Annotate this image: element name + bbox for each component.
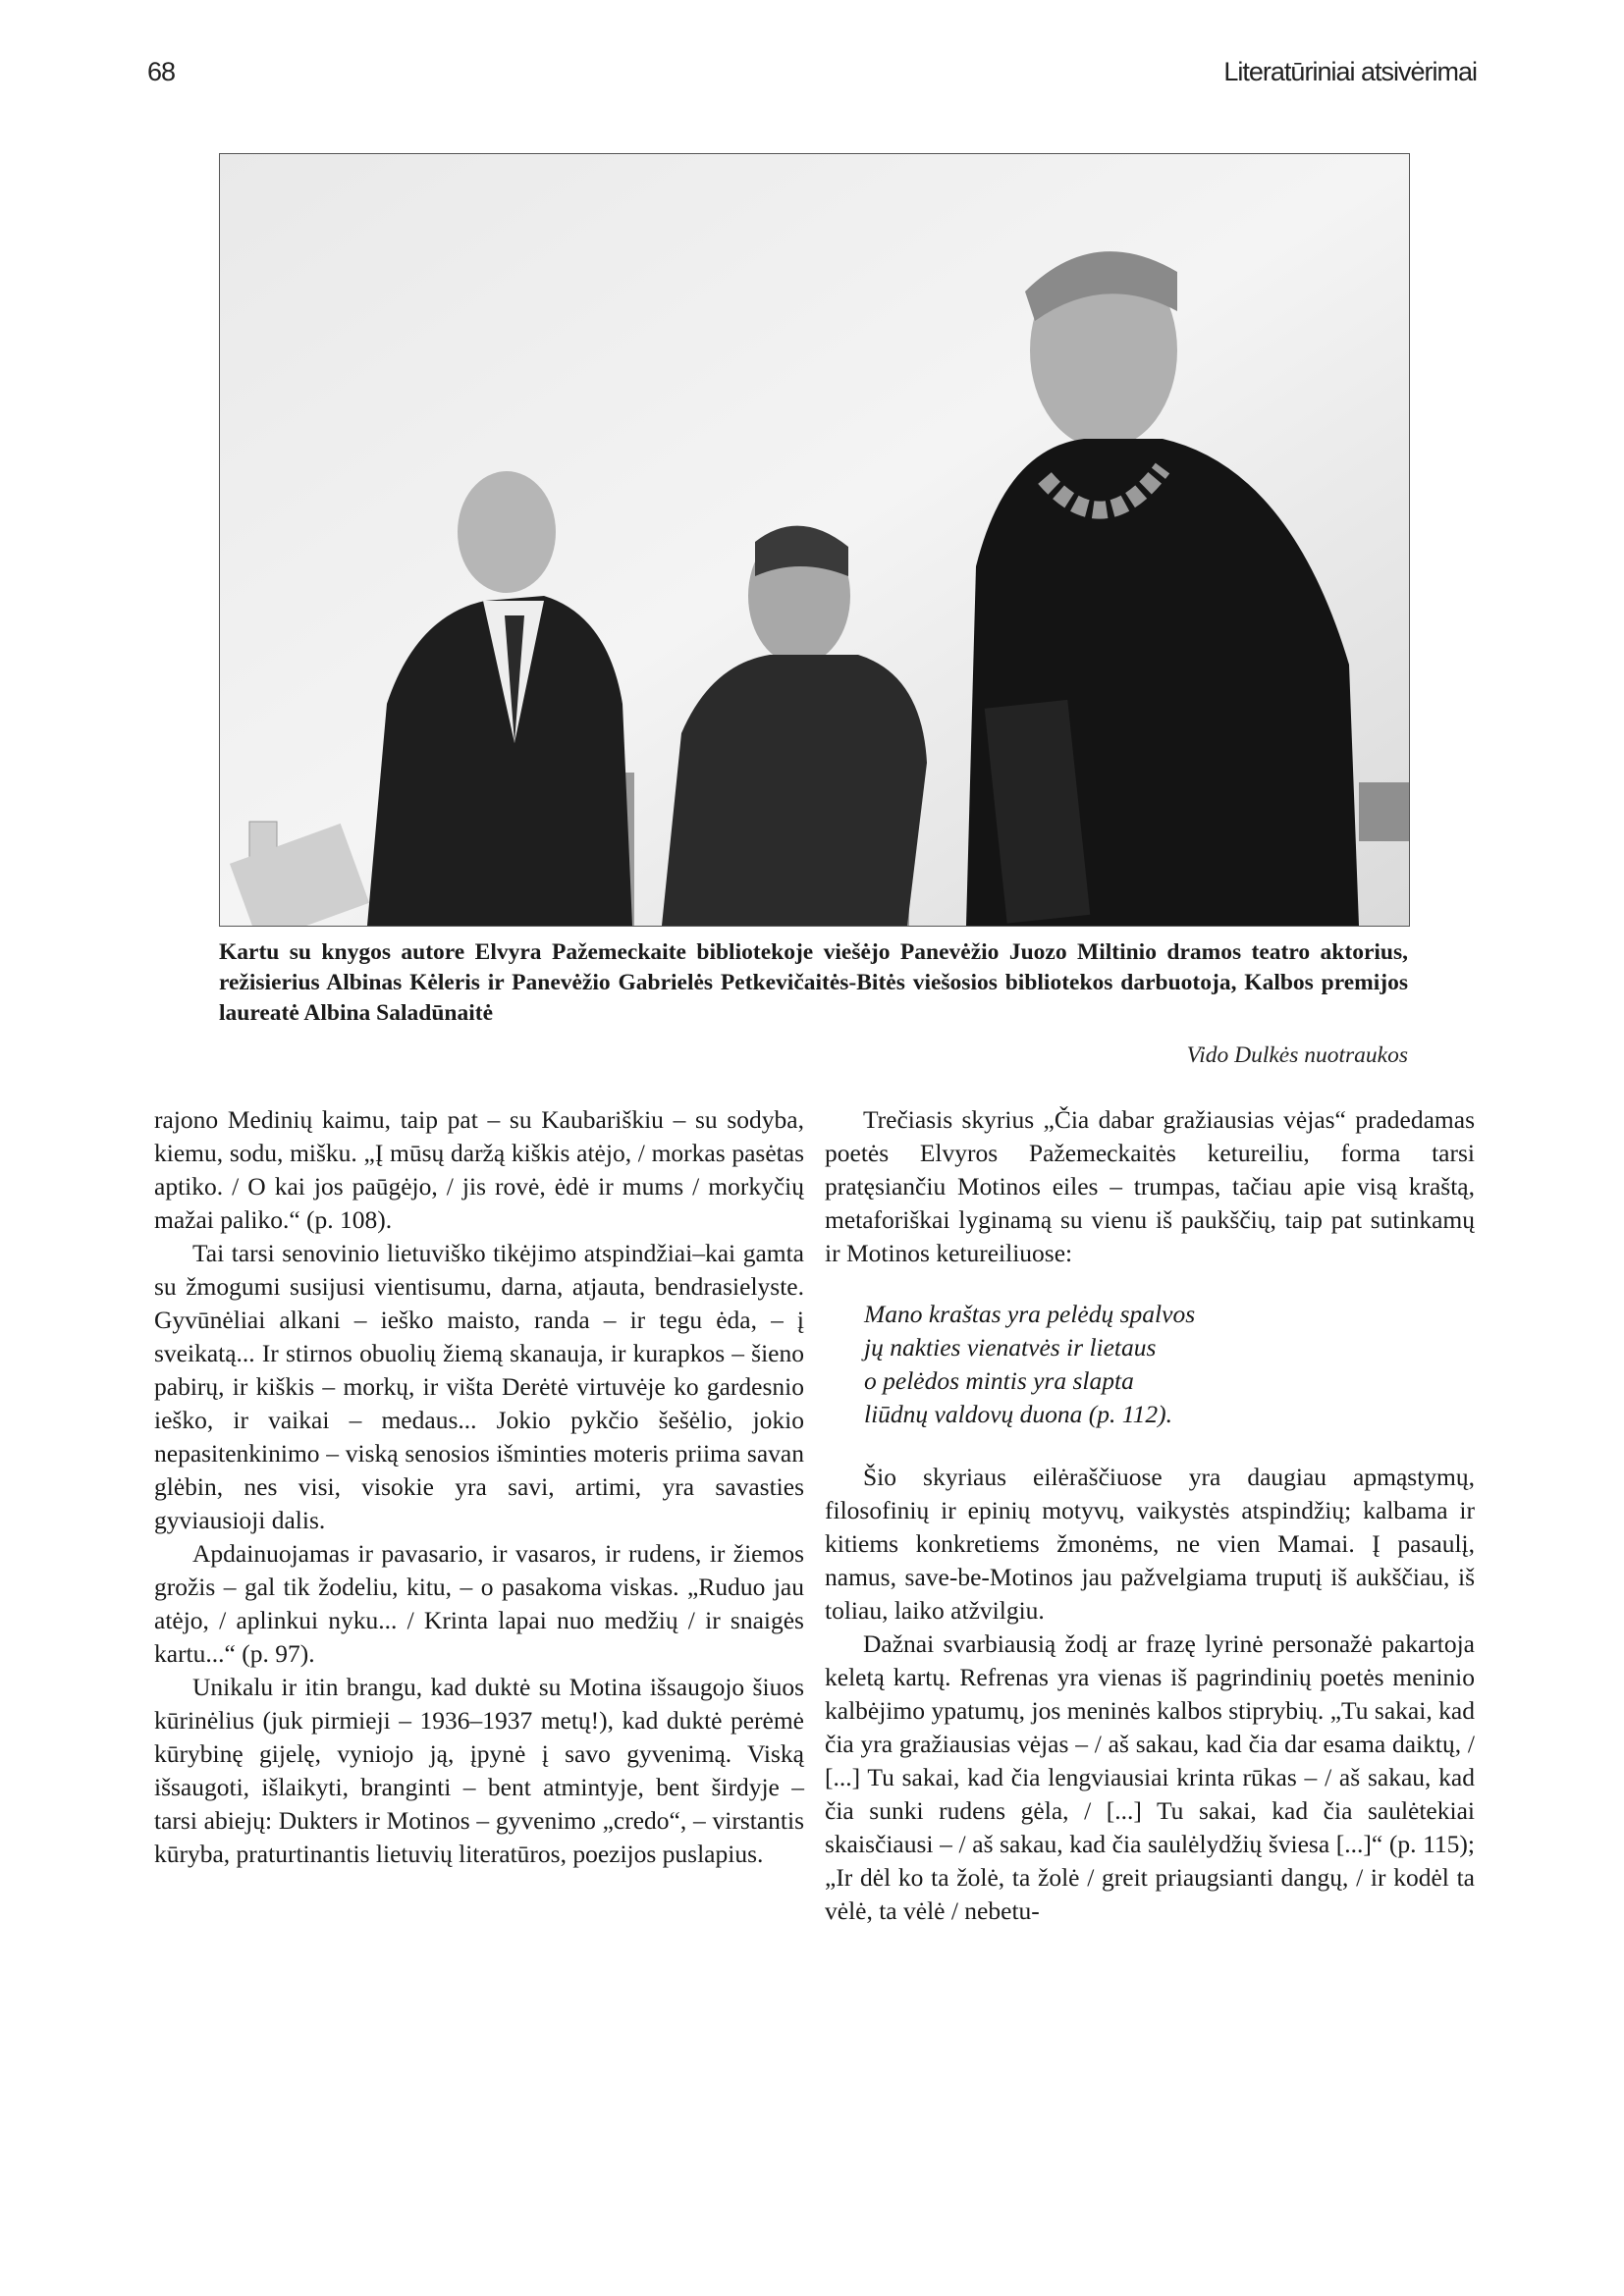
poem-line: Mano kraštas yra pelėdų spalvos (864, 1300, 1196, 1328)
paragraph: rajono Medinių kaimu, taip pat – su Kaubariškiu – su sodyba, kiemu, sodu, mišku. „Į mūsų daržą kiškis atėjo, / morkas pasėtas aptiko. / O kai jos paūgėjo, / jis rovė, ėdė ir mums / morkyčių mažai paliko.“ (p. 108). (154, 1105, 804, 1234)
paragraph: Unikalu ir itin brangu, kad duktė su Motina išsaugojo šiuos kūrinėlius (juk pirmieji – 1936–1937 metų!), kad duktė perėmė kūrybinę gijelę, vyniojo ją, įpynė į savo gyvenimą. Viską išsaugoti, išlaikyti, branginti – bent atmintyje, bent širdyje – tarsi abiejų: Dukters ir Motinos – gyvenimo „credo“, – virstantis kūryba, praturtinantis lietuvių literatūros, poezijos puslapius. (154, 1673, 804, 1868)
poem-line: o pelėdos mintis yra slapta (864, 1366, 1134, 1395)
paragraph: Apdainuojamas ir pavasario, ir vasaros, ir rudens, ir žiemos grožis – gal tik žodeliu, kitu, – o pasakoma viskas. „Ruduo jau atėjo, / aplinkui nyku... / Krinta lapai nuo medžių / ir snaigės kartu...“ (p. 97). (154, 1539, 804, 1668)
paragraph: Trečiasis skyrius „Čia dabar gražiausias vėjas“ pradedamas poetės Elvyros Pažemeckaitės ketureiliu, forma tarsi pratęsiančiu Motinos eiles – trumpas, tačiau apie visą kraštą, metaforiškai lyginamą su vienu iš paukščių, taip pat sutinkamų ir Motinos ketureiliuose: (825, 1105, 1475, 1267)
paragraph: Dažnai svarbiausią žodį ar frazę lyrinė personažė pakartoja keletą kartų. Refrenas yra vienas iš pagrindinių poetės meninio kalbėjimo ypatumų, jos meninės kalbos stiprybių. „Tu sakai, kad čia yra gražiausias vėjas – / aš sakau, kad čia dar esama daiktų, / [...] Tu sakai, kad čia lengviausiai krinta rūkas – / aš sakau, kad čia sunki rudens gėla, / [...] Tu sakai, kad čia saulėtekiai skaisčiausi – / aš sakau, kad čia saulėlydžių šviesa [...]“ (p. 115); „Ir dėl ko ta žolė, ta žolė / greit priaugsianti dangų, / ir kodėl ta vėlė, ta vėlė / nebetu- (825, 1629, 1475, 1925)
poem-line: liūdnų valdovų duona (p. 112). (864, 1400, 1172, 1428)
left-column (154, 1103, 804, 1871)
page-number: 68 (147, 57, 176, 86)
poem-quote (864, 1298, 1475, 1431)
photo-illustration (220, 154, 1409, 926)
event-photo (219, 153, 1410, 927)
paragraph: Tai tarsi senovinio lietuviško tikėjimo atspindžiai–kai gamta su žmogumi susijusi vientisumu, darna, atjauta, bendrasielyste. Gyvūnėliai alkani – ieško maisto, randa – ir tegu ėda, – į sveikatą... Ir stirnos obuolių žiemą skanauja, ir kurapkos – šieno pabirų, ir kiškis – morkų, ir višta Derėtė virtuvėje ko gardesnio ieško, ir vaikai – medaus... Jokio pykčio šešėlio, jokio nepasitenkinimo – viską senosios išminties moteris priima savan glėbin, nes visi, visokie yra savi, artimi, yra savasties gyviausioji dalis. (154, 1239, 804, 1534)
photo-credit: Vido Dulkės nuotraukos (1186, 1042, 1408, 1068)
poem-line: jų nakties vienatvės ir lietaus (864, 1333, 1157, 1362)
running-header (147, 57, 1477, 96)
photo-caption: Kartu su knygos autore Elvyra Pažemeckaite bibliotekoje viešėjo Panevėžio Juozo Miltinio dramos teatro aktorius, režisierius Albinas Kėleris ir Panevėžio Gabrielės Petkevičaitės-Bitės viešosios bibliotekos darbuotoja, Kalbos premijos laureatė Albina Saladūnaitė (219, 939, 1408, 1026)
journal-title: Literatūriniai atsivėrimai (1223, 57, 1477, 86)
paragraph: Šio skyriaus eilėraščiuose yra daugiau apmąstymų, filosofinių ir epinių motyvų, vaikystės atspindžių; kalbama ir kitiems konkretiems žmonėms, ne vien Mamai. Į pasaulį, namus, save-be-Motinos jau pažvelgiama truputį iš aukščiau, iš toliau, laiko atžvilgiu. (825, 1463, 1475, 1625)
right-column (825, 1103, 1475, 1928)
